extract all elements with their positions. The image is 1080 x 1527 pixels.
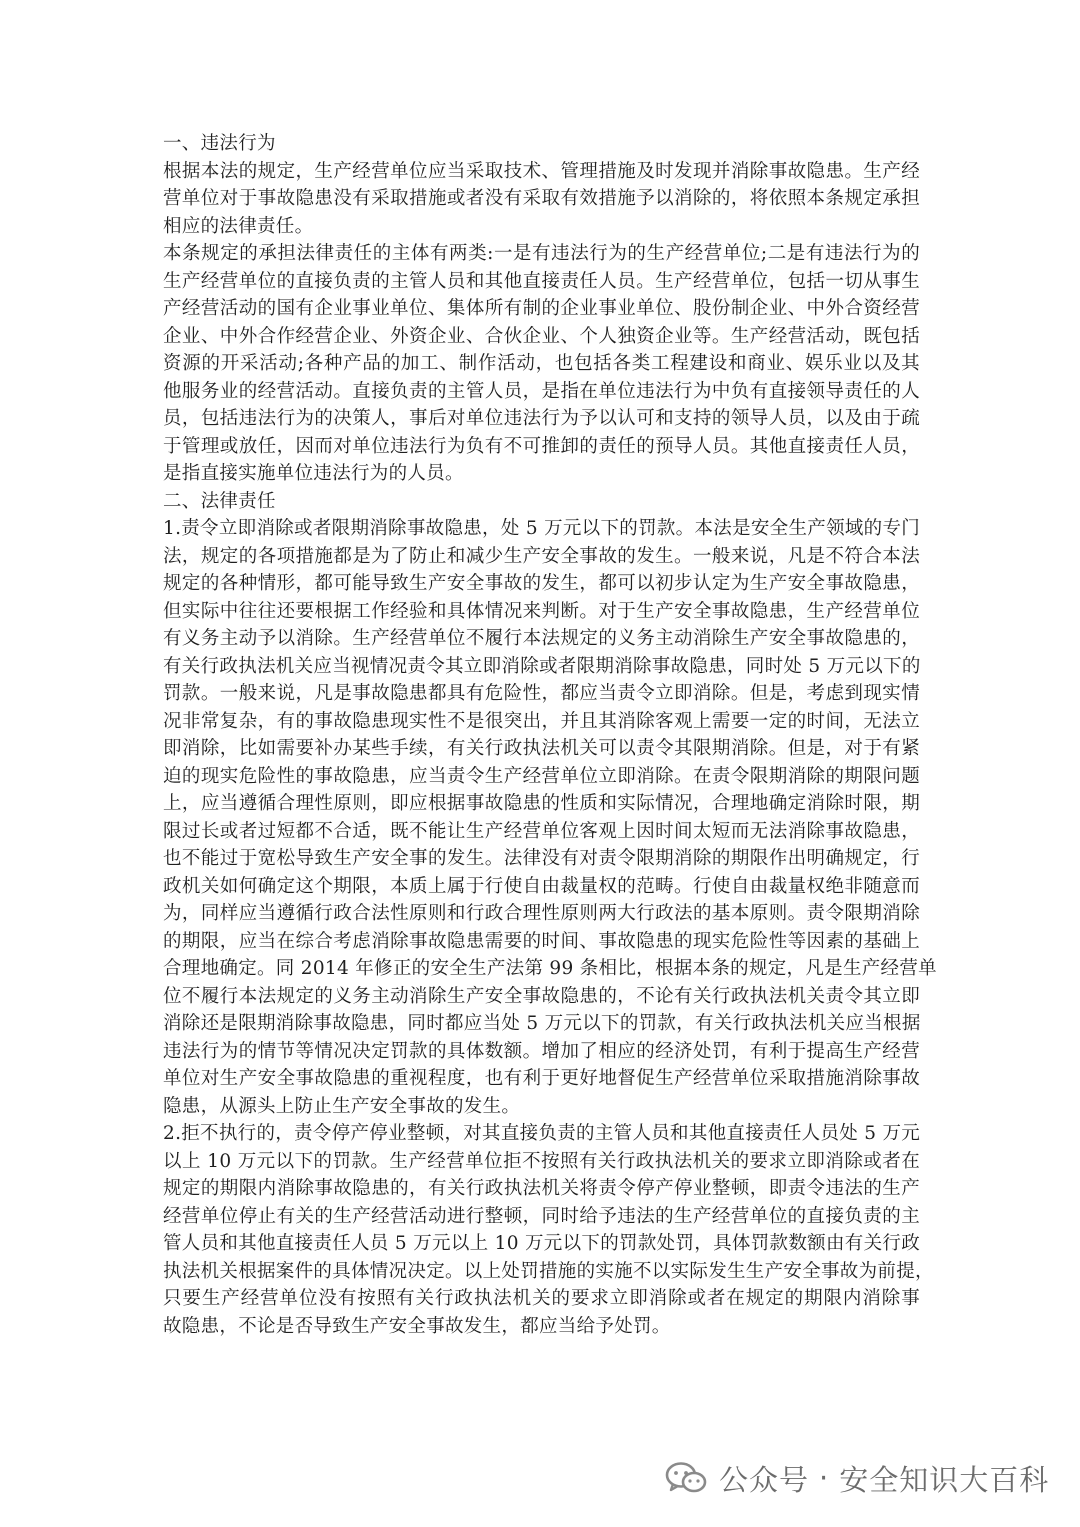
text-line: 1.责令立即消除或者限期消除事故隐患，处 5 万元以下的罚款。本法是安全生产领域的专门 [163, 518, 921, 539]
text-line: 员，包括违法行为的决策人，事后对单位违法行为予以认可和支持的领导人员，以及由于疏 [163, 408, 920, 429]
text-line: 况非常复杂，有的事故隐患现实性不是很突出，并且其消除客观上需要一定的时间，无法立 [163, 710, 920, 732]
text-line: 执法机关根据案件的具体情况决定。以上处罚措施的实施不以实际发生生产安全事故为前提， [163, 1260, 934, 1282]
text-line: 上，应当遵循合理性原则，即应根据事故隐患的性质和实际情况，合理地确定消除时限，期 [163, 793, 920, 814]
text-line: 以上 10 万元以下的罚款。生产经营单位拒不按照有关行政执法机关的要求立即消除或者在 [163, 1150, 920, 1172]
text-line: 消除还是限期消除事故隐患，同时都应当处 5 万元以下的罚款，有关行政执法机关应当根据 [163, 1013, 921, 1034]
text-line: 也不能过于宽松导致生产安全事的发生。法律没有对责令限期消除的期限作出明确规定，行 [163, 848, 920, 869]
text-line: 于管理或放任，因而对单位违法行为负有不可推卸的责任的预导人员。其他直接责任人员， [163, 435, 920, 457]
text-line: 资源的开采活动;各种产品的加工、制作活动，也包括各类工程建设和商业、娱乐业以及其 [163, 353, 920, 374]
text-line: 隐患，从源头上防止生产安全事故的发生。 [163, 1095, 521, 1117]
text-line: 即消除，比如需要补办某些手续，有关行政执法机关可以责令其限期消除。但是，对于有紧 [163, 738, 920, 759]
text-line: 根据本法的规定，生产经营单位应当采取技术、管理措施及时发现并消除事故隐患。生产经 [163, 160, 920, 182]
text-line: 法，规定的各项措施都是为了防止和减少生产安全事故的发生。一般来说，凡是不符合本法 [163, 545, 920, 567]
text-line: 企业、中外合作经营企业、外资企业、合伙企业、个人独资企业等。生产经营活动，既包括 [163, 325, 920, 347]
section-heading: 一、违法行为 [163, 133, 276, 154]
text-line: 政机关如何确定这个期限，本质上属于行使自由裁量权的范畴。行使自由裁量权绝非随意而 [163, 875, 920, 897]
watermark-separator: · [819, 1461, 830, 1495]
text-line: 合理地确定。同 2014 年修正的安全生产法第 99 条相比，根据本条的规定，凡是生产经营单 [163, 958, 937, 979]
text-line: 有义务主动予以消除。生产经营单位不履行本法规定的义务主动消除生产安全事故隐患的， [163, 628, 920, 649]
text-line: 违法行为的情节等情况决定罚款的具体数额。增加了相应的经济处罚，有利于提高生产经营 [163, 1040, 920, 1062]
watermark-label: 公众号 [719, 1462, 810, 1497]
text-line: 罚款。一般来说，凡是事故隐患都具有危险性，都应当责令立即消除。但是，考虑到现实情 [163, 683, 920, 704]
text-line: 营单位对于事故隐患没有采取措施或者没有采取有效措施予以消除的，将依照本条规定承担 [163, 188, 920, 209]
section-heading: 二、法律责任 [163, 490, 276, 512]
text-line: 的期限，应当在综合考虑消除事故隐患需要的时间、事故隐患的现实危险性等因素的基础上 [163, 930, 920, 952]
text-line: 单位对生产安全事故隐患的重视程度，也有利于更好地督促生产经营单位采取措施消除事故 [163, 1068, 920, 1089]
wechat-icon [665, 1461, 707, 1495]
text-line: 只要生产经营单位没有按照有关行政执法机关的要求立即消除或者在规定的期限内消除事 [163, 1288, 920, 1309]
text-line: 故隐患，不论是否导致生产安全事故发生，都应当给予处罚。 [163, 1315, 671, 1337]
document-body [163, 130, 937, 1340]
text-line: 迫的现实危险性的事故隐患，应当责令生产经营单位立即消除。在责令限期消除的期限问题 [163, 765, 920, 787]
text-line: 是指直接实施单位违法行为的人员。 [163, 463, 464, 484]
text-line: 为，同样应当遵循行政合法性原则和行政合理性原则两大行政法的基本原则。责令限期消除 [163, 903, 920, 924]
text-line: 限过长或者过短都不合适，既不能让生产经营单位客观上因时间太短而无法消除事故隐患， [163, 820, 920, 842]
text-line: 生产经营单位的直接负责的主管人员和其他直接责任人员。生产经营单位，包括一切从事生 [163, 270, 920, 292]
text-line: 相应的法律责任。 [163, 215, 314, 237]
text-line: 有关行政执法机关应当视情况责令其立即消除或者限期消除事故隐患，同时处 5 万元以下的 [163, 655, 921, 677]
text-line: 但实际中往往还要根据工作经验和具体情况来判断。对于生产安全事故隐患，生产经营单位 [163, 600, 920, 622]
text-line: 经营单位停止有关的生产经营活动进行整顿，同时给予违法的生产经营单位的直接负责的主 [163, 1205, 920, 1227]
text-line: 管人员和其他直接责任人员 5 万元以上 10 万元以下的罚款处罚，具体罚款数额由有关行政 [163, 1233, 920, 1254]
text-line: 位不履行本法规定的义务主动消除生产安全事故隐患的，不论有关行政执法机关责令其立即 [163, 985, 920, 1007]
text-line: 他服务业的经营活动。直接负责的主管人员，是指在单位违法行为中负有直接领导责任的人 [163, 380, 920, 402]
text-line: 2.拒不执行的，责令停产停业整顿，对其直接负责的主管人员和其他直接责任人员处 5 万元 [163, 1123, 921, 1144]
text-line: 规定的期限内消除事故隐患的，有关行政执法机关将责令停产停业整顿，即责令违法的生产 [163, 1178, 920, 1199]
text-line: 本条规定的承担法律责任的主体有两类:一是有违法行为的生产经营单位;二是有违法行为的 [163, 243, 920, 264]
watermark-account: 安全知识大百科 [839, 1462, 1050, 1497]
text-line: 规定的各种情形，都可能导致生产安全事故的发生，都可以初步认定为生产安全事故隐患， [163, 573, 920, 594]
watermark [665, 1455, 1049, 1501]
text-line: 产经营活动的国有企业事业单位、集体所有制的企业事业单位、股份制企业、中外合资经营 [163, 298, 920, 319]
